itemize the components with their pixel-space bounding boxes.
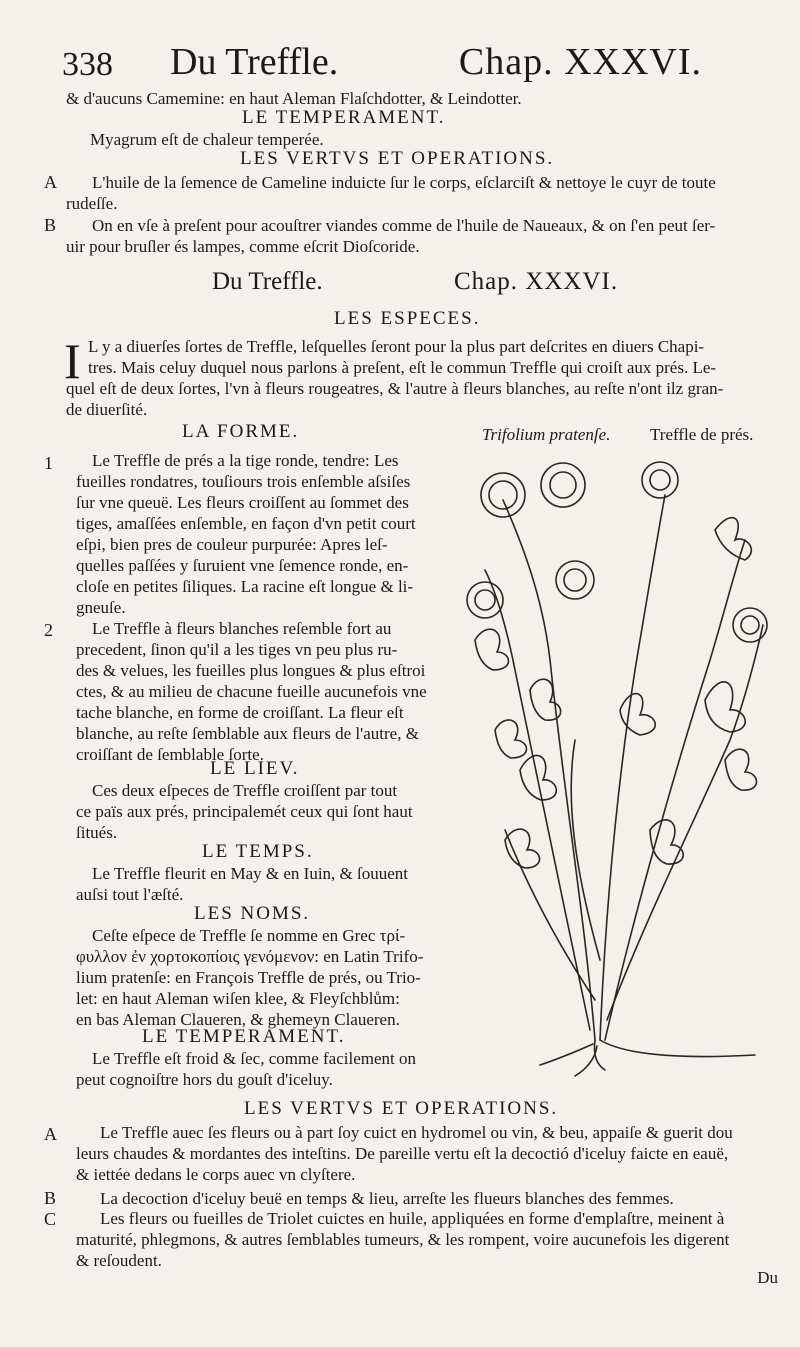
page-number: 338 — [62, 46, 113, 83]
vertus-B-line: La decoction d'iceluy beuë en temps & lieu, arreſte les flueurs blanches des femmes. — [100, 1189, 674, 1208]
chapter-number: Chap. XXXVI. — [454, 268, 619, 295]
noms-line: φυλλον ἐν χορτοκοπίοις γενόμενον: en Latin Trifo- — [76, 947, 424, 966]
lieu-line: Ces deux eſpeces de Treffle croiſſent par tout — [92, 781, 398, 800]
noms-line: Ceſte eſpece de Treffle ſe nomme en Grec τρί- — [92, 926, 406, 945]
forme-p1-line: quelles paſſées y ſuruient vne ſemence ronde, en- — [76, 556, 409, 575]
margin-marker-C: C — [44, 1209, 57, 1229]
forme-heading: LA FORME. — [182, 421, 300, 442]
prev-temperament-text: Myagrum eſt de chaleur temperée. — [90, 130, 324, 149]
forme-p2-line: des & velues, les fueilles plus longues & plus eſtroi — [76, 661, 426, 680]
prev-B-line-2: uir pour bruſler és lampes, comme eſcrit Dioſcoride. — [66, 237, 420, 256]
prev-names-tail: & d'aucuns Camemine: en haut Aleman Flaſchdotter, & Leindotter. — [66, 89, 522, 108]
prev-B-line-1: On en vſe à preſent pour acouſtrer viandes comme de l'huile de Naueaux, & on ſ'en peut ſer- — [92, 216, 716, 235]
clover-woodcut-illustration — [445, 440, 790, 1080]
lieu-heading: LE LIEV. — [210, 758, 300, 779]
forme-p1-line: gneuſe. — [76, 598, 126, 617]
noms-line: en bas Aleman Claueren, & ghemeyn Claueren. — [76, 1010, 400, 1029]
prev-A-line-2: rudeſſe. — [66, 194, 118, 213]
noms-heading: LES NOMS. — [194, 903, 311, 924]
forme-p1-line: cloſe en petites ſiliques. La racine eſt longue & li- — [76, 577, 414, 596]
margin-marker-B: B — [44, 215, 57, 235]
especes-line-4: de diuerſité. — [66, 400, 148, 419]
forme-p2-line: croiſſant de ſemblable ſorte. — [76, 745, 264, 764]
clover-plant-icon — [445, 440, 790, 1080]
temperament-line: Le Treffle eſt froid & ſec, comme facilement on — [92, 1049, 416, 1068]
vertus-A-line: Le Treffle auec ſes fleurs ou à part ſoy cuict en hydromel ou vin, & beu, appaiſe & guerit dou — [100, 1123, 733, 1142]
temps-heading: LE TEMPS. — [202, 841, 314, 862]
forme-p1-line: tiges, amaſſées enſemble, en façon d'vn petit court — [76, 514, 416, 533]
vertus-C-line: & reſoudent. — [76, 1251, 162, 1270]
running-head — [62, 38, 702, 88]
margin-marker-A: A — [44, 172, 57, 192]
temperament-line: peut cognoiſtre hors du gouſt d'iceluy. — [76, 1070, 333, 1089]
figure-caption-latin: Trifolium pratenſe. — [482, 425, 611, 444]
margin-marker-B: B — [44, 1188, 57, 1208]
vertus-A-line: leurs chaudes & mordantes des inteſtins. De pareille vertu eſt la decoctió d'iceluy faicte en eauë, — [76, 1144, 729, 1163]
margin-marker-1: 1 — [44, 453, 53, 473]
forme-p2-line: blanche, au reſte ſemblable aux fleurs de l'autre, & — [76, 724, 419, 743]
temps-line: Le Treffle fleurit en May & en Iuin, & ſouuent — [92, 864, 409, 883]
especes-line-1: L y a diuerſes ſortes de Treffle, leſquelles ſeront pour la plus part deſcrites en diuers Chapi- — [88, 337, 705, 356]
vertus-heading: LES VERTVS ET OPERATIONS. — [244, 1098, 559, 1119]
catchword: Du — [757, 1268, 778, 1287]
figure-caption-french: Treffle de prés. — [650, 425, 754, 444]
running-title: Du Treffle. — [170, 41, 339, 83]
chapter-title: Du Treffle. — [212, 268, 323, 295]
especes-line-2: tres. Mais celuy duquel nous parlons à preſent, eſt le commun Treffle qui croiſt aux prés. Le- — [88, 358, 717, 377]
prev-vertus-heading: LES VERTVS ET OPERATIONS. — [240, 148, 555, 169]
forme-p1-line: eſpi, bien pres de couleur purpurée: Apres leſ- — [76, 535, 388, 554]
forme-p1-line: ſur vne queuë. Les fleurs croiſſent au ſommet des — [76, 493, 409, 512]
margin-marker-2: 2 — [44, 620, 53, 640]
forme-p2-line: precedent, ſinon qu'il a les tiges vn peu plus ru- — [76, 640, 398, 659]
chapter-title-line — [212, 268, 712, 302]
margin-marker-A: A — [44, 1124, 57, 1144]
especes-heading: LES ESPECES. — [334, 308, 481, 329]
forme-p1-line: Le Treffle de prés a la tige ronde, tendre: Les — [92, 451, 399, 470]
vertus-A-line: & iettée dedans le corps auec vn clyſtere. — [76, 1165, 356, 1184]
drop-capital: I — [64, 333, 81, 389]
forme-p2-line: Le Treffle à fleurs blanches reſemble fort au — [92, 619, 392, 638]
forme-p1-line: fueilles rondatres, touſiours trois enſemble aſsiſes — [76, 472, 411, 491]
prev-A-line-1: L'huile de la ſemence de Cameline induicte ſur le corps, eſclarciſt & nettoye le cuyr de toute — [92, 173, 716, 192]
especes-line-3: quel eſt de deux ſortes, l'vn à fleurs rougeatres, & l'autre à fleurs blanches, au reſte n'ont ilz gran- — [66, 379, 724, 398]
temps-line: auſsi tout l'æſté. — [76, 885, 184, 904]
lieu-line: ce païs aux prés, principalemét ceux qui ſont haut — [76, 802, 413, 821]
prev-temperament-heading: LE TEMPERAMENT. — [242, 107, 446, 128]
vertus-C-line: maturité, phlegmons, & autres ſemblables tumeurs, & les rompent, voire aucunefois les digerent — [76, 1230, 730, 1249]
running-chapter: Chap. XXXVI. — [458, 41, 702, 83]
noms-line: lium pratenſe: en François Treffle de prés, ou Trio- — [76, 968, 421, 987]
vertus-C-line: Les fleurs ou fueilles de Triolet cuictes en huile, appliquées en forme d'emplaſtre, meinent à — [100, 1209, 725, 1228]
forme-p2-line: ctes, & au milieu de chacune fueille aucunefois vne — [76, 682, 427, 701]
noms-line: let: en haut Aleman wiſen klee, & Fleyſchblům: — [76, 989, 400, 1008]
forme-p2-line: tache blanche, en forme de croiſſant. La fleur eſt — [76, 703, 404, 722]
lieu-line: ſitués. — [76, 823, 118, 842]
temperament-heading: LE TEMPERAMENT. — [142, 1026, 346, 1047]
